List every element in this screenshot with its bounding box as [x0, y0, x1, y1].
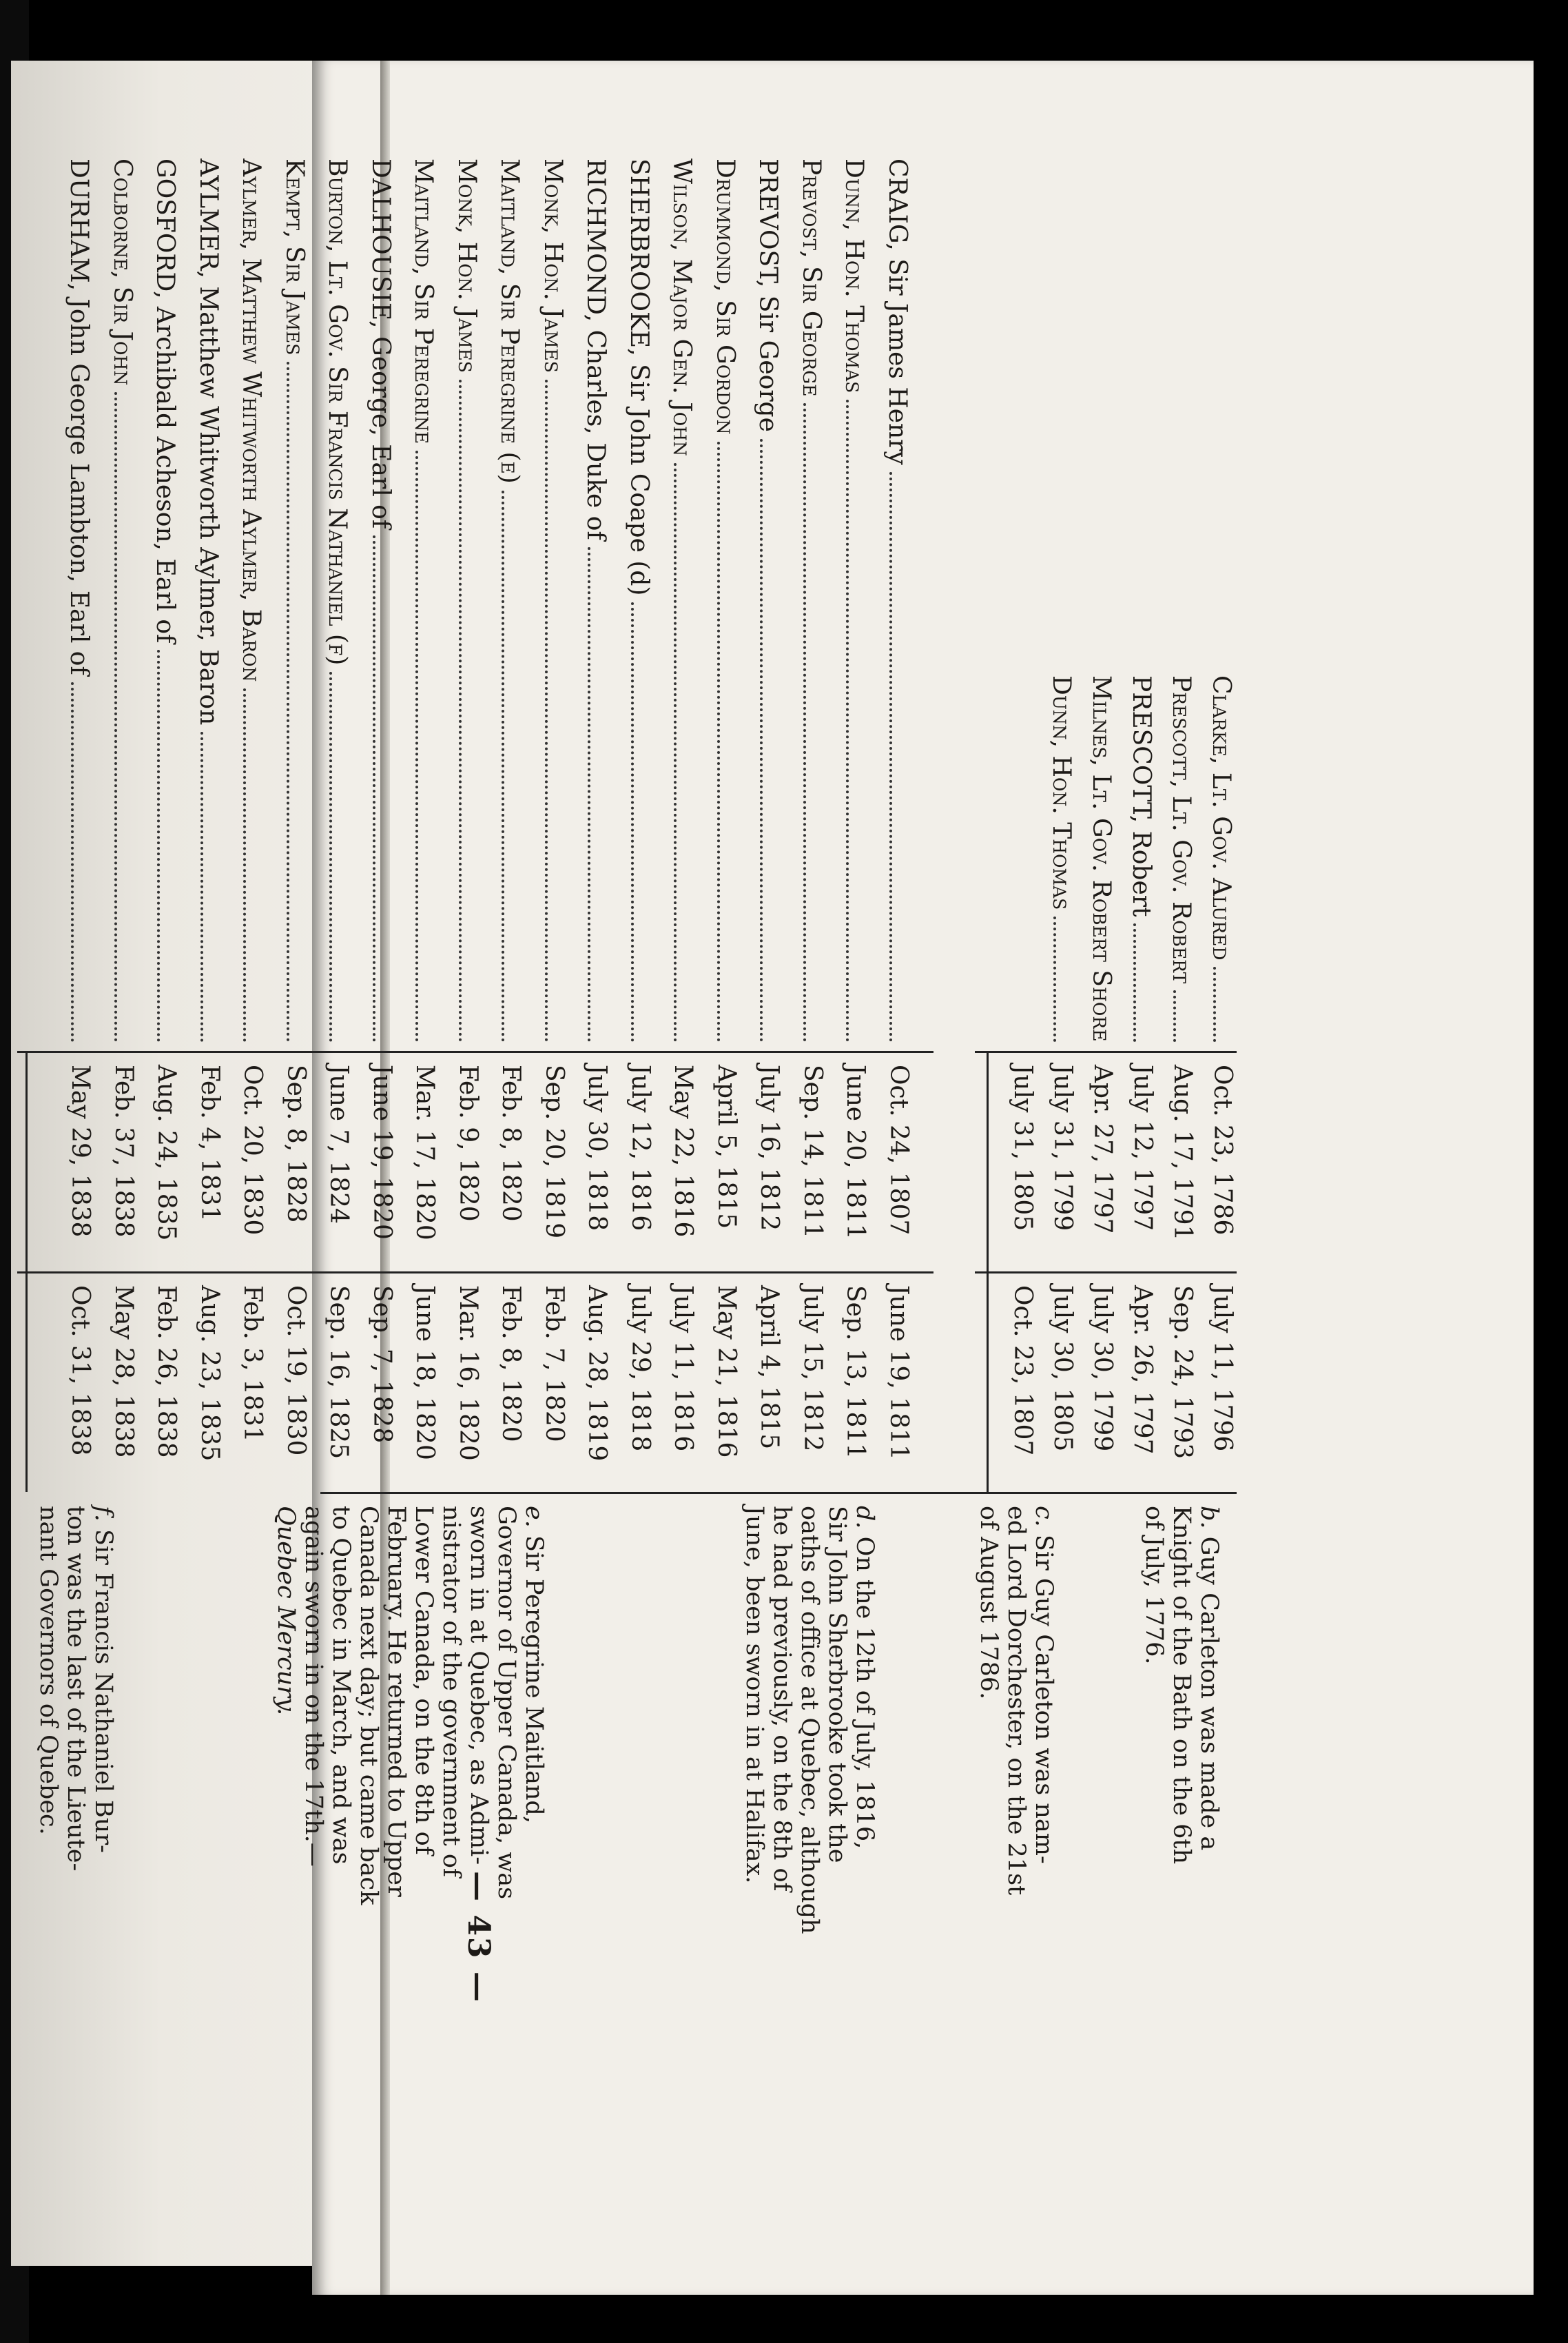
- column-rule: [17, 1051, 933, 1053]
- governor-name: Monk, Hon. James: [453, 158, 481, 373]
- leader-dots: [244, 688, 267, 1042]
- to-date: Feb. 26, 1838: [152, 1285, 181, 1458]
- governor-name: RICHMOND, Charles, Duke of: [581, 158, 610, 540]
- from-date: Feb. 8, 1820: [497, 1065, 526, 1222]
- table-row: [1195, 69, 1237, 1516]
- name-cell: [539, 158, 568, 1047]
- governor-name: Maitland, Sir Peregrine (e): [495, 158, 524, 484]
- to-date: July 11, 1796: [1208, 1285, 1237, 1452]
- from-date: Oct. 24, 1807: [885, 1065, 913, 1236]
- name-cell: [453, 158, 482, 1047]
- name-cell: [668, 158, 698, 1047]
- name-cell: [840, 158, 870, 1047]
- from-date: May 29, 1838: [66, 1065, 95, 1238]
- name-cell: [367, 158, 396, 1047]
- from-date: May 22, 1816: [669, 1065, 698, 1238]
- from-date: Sep. 14, 1811: [798, 1065, 827, 1239]
- name-cell: [883, 158, 913, 1047]
- name-cell: [152, 158, 181, 1047]
- to-date: Oct. 23, 1807: [1009, 1285, 1037, 1456]
- column-rule: [975, 1271, 1237, 1273]
- governor-name: Aylmer, Matthew Whitworth Aylmer, Baron: [237, 158, 266, 682]
- footnote-c: c. Sir Guy Carleton was nam- ed Lord Dorchester, on the 21st of August 1786.: [975, 1506, 1058, 1896]
- from-date: Apr. 27, 1797: [1089, 1065, 1117, 1234]
- to-date: May 21, 1816: [712, 1285, 741, 1458]
- footnote-d: d. On the 12th of July, 1816, Sir John Sherbrooke took the oaths of office at Quebec, although he had previously, on the 8th of June, been sworn in at Halifax.: [741, 1506, 878, 1934]
- footnote-f: f. Sir Francis Nathaniel Bur- ton was the last of the Lieute- nant Governors of Quebec.: [34, 1506, 117, 1872]
- leader-dots: [287, 362, 310, 1042]
- governor-name: AYLMER, Matthew Whitworth Aylmer, Baron: [194, 158, 223, 726]
- from-date: Sep. 8, 1828: [282, 1065, 310, 1223]
- leader-dots: [1053, 917, 1077, 1042]
- governor-name: Prevost, Sir George: [797, 158, 825, 397]
- table-row: [699, 69, 741, 1516]
- name-cell: [65, 158, 95, 1047]
- table-row: [484, 69, 526, 1516]
- name-cell: [410, 158, 440, 1047]
- name-cell: [582, 158, 612, 1047]
- leader-dots: [1213, 967, 1237, 1042]
- table-row: [140, 69, 181, 1516]
- governor-name: Monk, Hon. James: [539, 158, 567, 373]
- to-date: Oct. 19, 1830: [282, 1285, 310, 1456]
- table-rule: [25, 1051, 28, 1492]
- leader-dots: [803, 403, 827, 1042]
- table-row: [743, 69, 784, 1516]
- from-date: July 12, 1816: [626, 1065, 654, 1231]
- governor-name: CRAIG, Sir James Henry: [883, 158, 911, 465]
- leader-dots: [158, 650, 181, 1042]
- leader-dots: [330, 672, 353, 1042]
- from-date: July 31, 1799: [1049, 1065, 1077, 1231]
- to-date: Feb. 7, 1820: [540, 1285, 568, 1442]
- from-date: Feb. 4, 1831: [196, 1065, 224, 1222]
- to-date: Apr. 26, 1797: [1128, 1285, 1157, 1455]
- table-row: [269, 69, 310, 1516]
- from-date: Mar. 17, 1820: [411, 1065, 440, 1240]
- leader-dots: [114, 392, 138, 1042]
- table-row: [1115, 69, 1157, 1516]
- governor-name: SHERBROOKE, Sir John Coape (d): [625, 158, 653, 596]
- table-row: [441, 69, 482, 1516]
- to-date: Sep. 16, 1825: [324, 1285, 353, 1460]
- leader-dots: [545, 380, 568, 1042]
- table-row: [871, 69, 913, 1516]
- rotated-page-content: [0, 69, 1237, 2274]
- to-date: Feb. 3, 1831: [238, 1285, 267, 1442]
- leader-dots: [502, 491, 526, 1042]
- name-cell: [496, 158, 526, 1047]
- leader-dots: [200, 732, 224, 1042]
- to-date: July 11, 1816: [669, 1285, 698, 1452]
- governor-name: PREVOST, Sir George: [754, 158, 783, 432]
- table-row: [996, 69, 1037, 1516]
- footnote-b: b. Guy Carleton was made a Knight of the Bath on the 6th of July, 1776.: [1140, 1506, 1223, 1864]
- leader-dots: [889, 472, 913, 1042]
- to-date: May 28, 1838: [110, 1285, 138, 1458]
- to-date: July 15, 1812: [798, 1285, 827, 1452]
- name-cell: [1047, 675, 1077, 1047]
- governor-name: Clarke, Lt. Gov. Alured: [1207, 675, 1235, 961]
- name-cell: [280, 158, 310, 1047]
- governor-name: Colborne, Sir John: [108, 158, 136, 386]
- to-date: Feb. 8, 1820: [497, 1285, 526, 1442]
- from-date: Sep. 20, 1819: [540, 1065, 568, 1239]
- column-rule: [975, 1051, 1237, 1053]
- governor-name: PRESCOTT, Robert: [1127, 675, 1155, 917]
- leader-dots: [674, 463, 698, 1042]
- name-cell: [324, 158, 353, 1047]
- leader-dots: [416, 451, 440, 1042]
- table-row: [1035, 69, 1077, 1516]
- table-row: [96, 69, 138, 1516]
- name-cell: [1167, 675, 1197, 1047]
- governor-name: Dunn, Hon. Thomas: [840, 158, 869, 393]
- governor-name: Milnes, Lt. Gov. Robert Shore: [1087, 675, 1115, 1042]
- name-cell: [238, 158, 267, 1047]
- from-date: July 30, 1818: [583, 1065, 612, 1231]
- from-date: Oct. 23, 1786: [1208, 1065, 1237, 1236]
- governor-name: Prescott, Lt. Gov. Robert: [1167, 675, 1195, 984]
- from-date: Oct. 20, 1830: [238, 1065, 267, 1236]
- governor-name: Dunn, Hon. Thomas: [1047, 675, 1075, 910]
- governor-name: Kempt, Sir James: [280, 158, 309, 356]
- to-date: June 19, 1811: [885, 1285, 913, 1460]
- from-date: June 7, 1824: [324, 1065, 353, 1224]
- name-cell: [711, 158, 741, 1047]
- to-date: Sep. 7, 1828: [368, 1285, 396, 1444]
- footnote-e: e. Sir Peregrine Maitland, Governor of Upper Canada, was sworn in at Quebec, as Admi- nistrator of the government of Lower Canada, on the 8th of February. He returned to Upper Canada next day; but came back to Quebec in March, and was again sworn in on the 17th.— Quebec Mercury.: [272, 1506, 548, 1905]
- to-date: April 4, 1815: [755, 1285, 784, 1450]
- governor-name: Drummond, Sir Gordon: [711, 158, 739, 435]
- governor-name: DALHOUSIE, George, Earl of: [367, 158, 395, 529]
- governor-name: GOSFORD, Archibald Acheson, Earl of: [151, 158, 180, 644]
- from-date: Aug. 17, 1791: [1168, 1065, 1197, 1241]
- from-date: July 31, 1805: [1009, 1065, 1037, 1231]
- leader-dots: [72, 682, 95, 1042]
- from-date: Aug. 24, 1835: [152, 1065, 181, 1241]
- governor-name: Wilson, Major Gen. John: [668, 158, 697, 456]
- from-date: July 16, 1812: [755, 1065, 784, 1231]
- table-row: [570, 69, 612, 1516]
- column-rule: [320, 1492, 1237, 1494]
- column-rule: [17, 1271, 933, 1273]
- to-date: June 18, 1820: [411, 1285, 440, 1460]
- table-row: [785, 69, 827, 1516]
- table-row: [355, 69, 396, 1516]
- leader-dots: [1173, 990, 1197, 1042]
- name-cell: [625, 158, 654, 1047]
- name-cell: [1207, 675, 1237, 1047]
- from-date: Feb. 9, 1820: [454, 1065, 482, 1222]
- table-row: [54, 69, 95, 1516]
- to-date: July 29, 1818: [626, 1285, 654, 1452]
- table-row: [1155, 69, 1197, 1516]
- table-row: [312, 69, 353, 1516]
- from-date: April 5, 1815: [712, 1065, 741, 1229]
- to-date: Sep. 13, 1811: [841, 1285, 870, 1460]
- name-cell: [797, 158, 827, 1047]
- leader-dots: [588, 547, 612, 1042]
- name-cell: [1087, 675, 1117, 1047]
- leader-dots: [717, 442, 741, 1042]
- table-row: [829, 69, 870, 1516]
- name-cell: [108, 158, 138, 1047]
- leader-dots: [1133, 923, 1157, 1042]
- table-row: [398, 69, 440, 1516]
- from-date: June 19, 1820: [368, 1065, 396, 1240]
- table-row: [183, 69, 224, 1516]
- to-date: Aug. 28, 1819: [583, 1285, 612, 1462]
- table-row: [527, 69, 568, 1516]
- name-cell: [194, 158, 224, 1047]
- table-rule: [987, 1051, 989, 1492]
- leader-dots: [459, 380, 482, 1042]
- to-date: Aug. 23, 1835: [196, 1285, 224, 1462]
- leader-dots: [373, 535, 396, 1042]
- table-row: [657, 69, 698, 1516]
- from-date: July 12, 1797: [1128, 1065, 1157, 1231]
- to-date: Oct. 31, 1838: [66, 1285, 95, 1456]
- governor-name: Maitland, Sir Peregrine: [409, 158, 438, 444]
- governor-name: DURHAM, John George Lambton, Earl of: [65, 158, 94, 675]
- table-row: [226, 69, 267, 1516]
- to-date: Mar. 16, 1820: [454, 1285, 482, 1461]
- table-row: [613, 69, 654, 1516]
- from-date: June 20, 1811: [841, 1065, 870, 1240]
- leader-dots: [847, 400, 870, 1042]
- from-date: Feb. 37, 1838: [110, 1065, 138, 1238]
- to-date: July 30, 1805: [1049, 1285, 1077, 1452]
- governor-name: Burton, Lt. Gov. Sir Francis Nathaniel (f): [323, 158, 352, 666]
- page-number: — 43 —: [461, 1871, 496, 2003]
- name-cell: [754, 158, 784, 1047]
- to-date: July 30, 1799: [1089, 1285, 1117, 1452]
- name-cell: [1127, 675, 1157, 1047]
- table-row: [1075, 69, 1117, 1516]
- to-date: Sep. 24, 1793: [1168, 1285, 1197, 1460]
- leader-dots: [631, 602, 654, 1042]
- leader-dots: [761, 439, 784, 1042]
